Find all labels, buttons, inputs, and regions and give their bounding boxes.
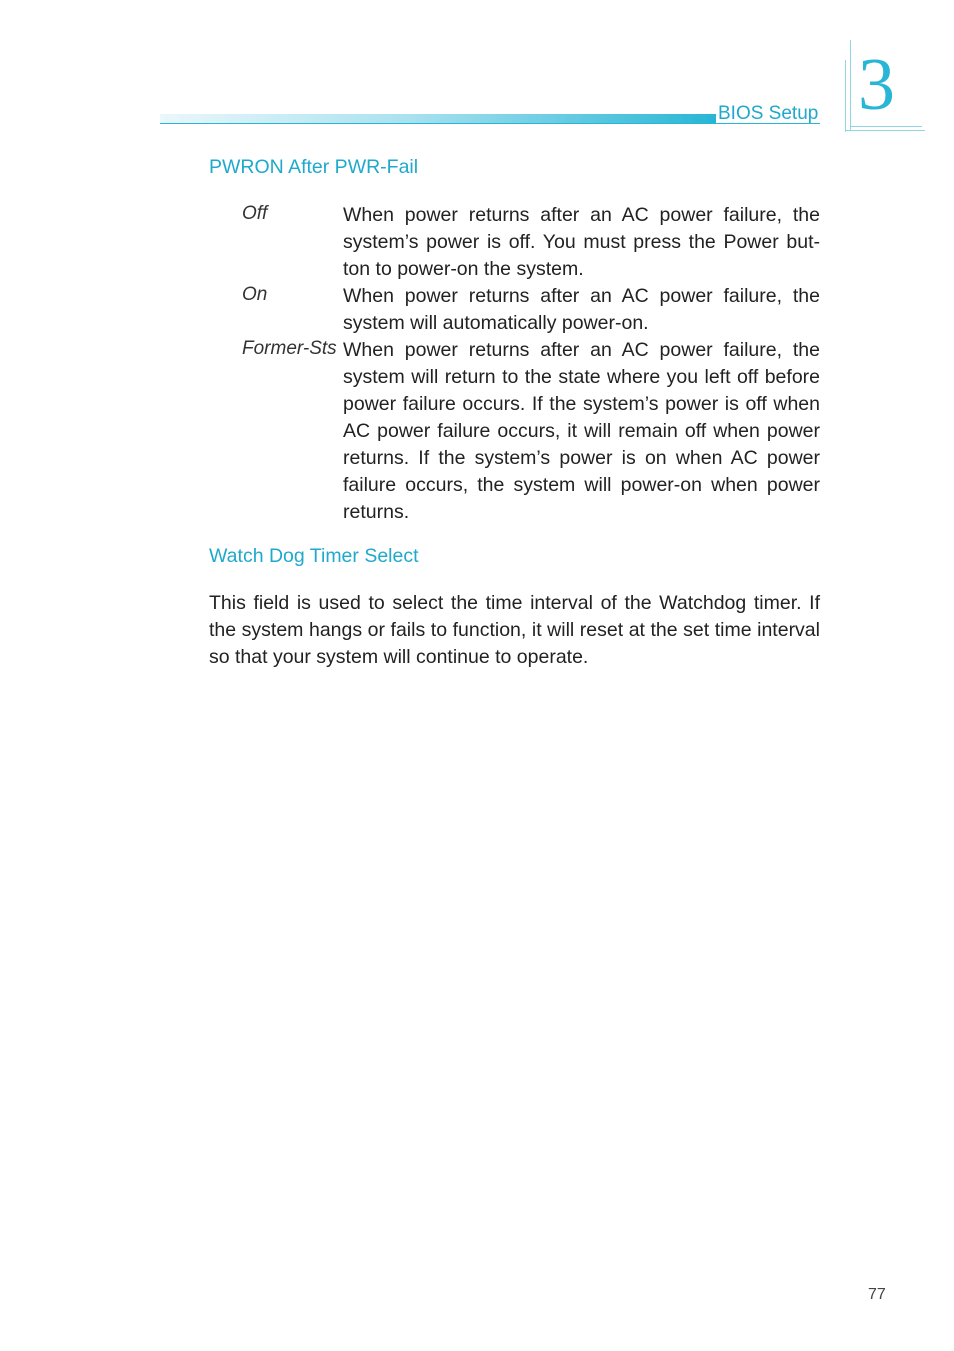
chapter-frame-vertical	[850, 40, 851, 130]
option-description-former-sts: When power returns after an AC power failure, the system will return to the state where you left off before power failure occurs. If the system’s power is off when AC power failure occurs, it will remain off when power returns. If the system’s power is on when AC power failure occurs, the system will power-on when power returns.	[343, 339, 820, 523]
running-header-title: BIOS Setup	[718, 103, 819, 124]
section-heading: Watch Dog Timer Select	[209, 545, 419, 567]
option-label-former-sts: Former-Sts	[242, 338, 337, 359]
option-label-on: On	[242, 284, 268, 305]
option-description-off: When power returns after an AC power failure, the system’s power is off. You must press the Power button to power-on the system.	[343, 204, 820, 280]
section-paragraph: This field is used to select the time interval of the Watchdog timer. If the system hangs or fails to function, it will reset at the set time interval so that your system will continue to operate.	[209, 592, 820, 668]
option-description-on: When power returns after an AC power failure, the system will automatically power-on.	[343, 285, 820, 334]
section-heading: PWRON After PWR-Fail	[209, 156, 419, 178]
chapter-frame-horizontal	[845, 130, 925, 131]
chapter-number: 3	[858, 44, 895, 126]
page-number: 77	[868, 1286, 886, 1303]
option-label-off: Off	[242, 203, 268, 224]
chapter-frame-vertical-inner	[845, 60, 846, 132]
